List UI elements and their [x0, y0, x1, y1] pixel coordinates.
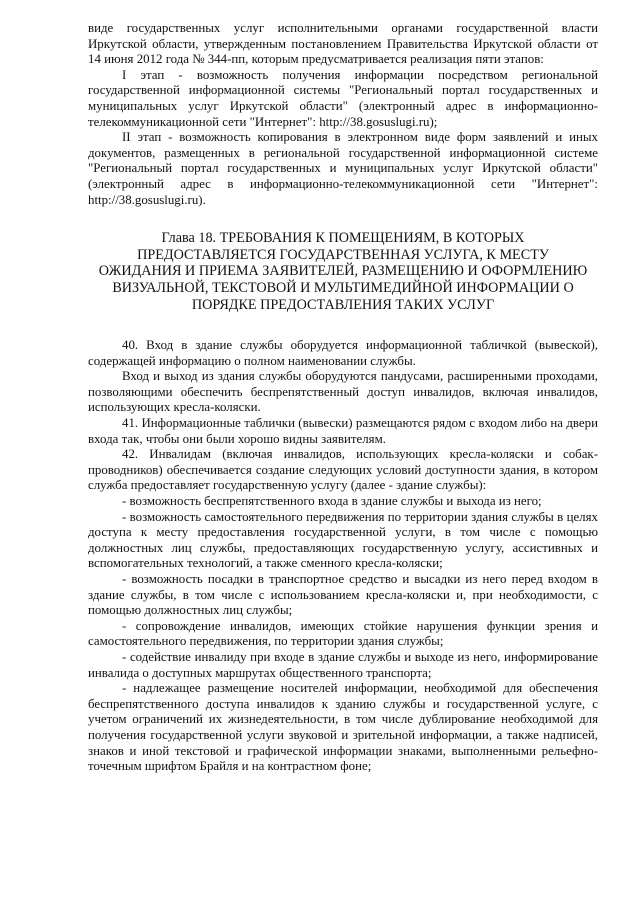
accessibility-list-item: - надлежащее размещение носителей информации, необходимой для обеспечения беспрепятственного доступа инвалидов к зданию службы и государственной услуге, с учетом ограничений их жизнедеятельности, в том числе дублирование необходимой для получения государственной услуги звуковой и зрительной информации, а также надписей, знаков и иной текстовой и графической информации знаками, выполненными рельефно-точечным шрифтом Брайля и на контрастном фоне; — [88, 681, 598, 774]
clause-41-paragraph: 41. Информационные таблички (вывески) размещаются рядом с входом либо на двери входа так, чтобы они были хорошо видны заявителям. — [88, 416, 598, 446]
chapter-heading-line: Глава 18. ТРЕБОВАНИЯ К ПОМЕЩЕНИЯМ, В КОТОРЫХ — [161, 230, 525, 247]
clause-40-paragraph: 40. Вход в здание службы оборудуется информационной табличкой (вывеской), содержащей информацию о полном наименовании службы. — [88, 338, 598, 368]
chapter-heading — [88, 230, 598, 313]
accessibility-list-item: - содействие инвалиду при входе в здание службы и выходе из него, информирование инвалида о доступных маршрутах общественного транспорта; — [88, 649, 598, 680]
accessibility-list-item: - возможность посадки в транспортное средство и высадки из него перед входом в здание службы, в том числе с использованием кресла-коляски и, при необходимости, с помощью должностных лиц службы; — [88, 572, 598, 618]
accessibility-list-item: - сопровождение инвалидов, имеющих стойкие нарушения функции зрения и самостоятельного передвижения, по территории здания службы; — [88, 618, 598, 649]
stage-1-paragraph: I этап - возможность получения информации посредством региональной государственной информационной системы "Региональный портал государственных и муниципальных услуг Иркутской области" (электронный адрес в информационно-телекоммуникационной сети "Интернет": http://38.gosuslugi.ru); — [88, 67, 598, 129]
document-page — [88, 0, 598, 775]
chapter-heading-line: ПРЕДОСТАВЛЯЕТСЯ ГОСУДАРСТВЕННАЯ УСЛУГА, К МЕСТУ — [137, 246, 549, 263]
stage-2-paragraph: II этап - возможность копирования в электронном виде форм заявлений и иных документов, размещенных в региональной государственной информационной системе "Региональный портал государственных и муниципальных услуг Иркутской области" (электронный адрес в информационно-телекоммуникационной сети "Интернет": http://38.gosuslugi.ru). — [88, 130, 598, 207]
chapter-heading-line: ВИЗУАЛЬНОЙ, ТЕКСТОВОЙ И МУЛЬТИМЕДИЙНОЙ ИНФОРМАЦИИ О — [112, 279, 574, 296]
chapter-heading-line: ОЖИДАНИЯ И ПРИЕМА ЗАЯВИТЕЛЕЙ, РАЗМЕЩЕНИЮ И ОФОРМЛЕНИЮ — [98, 263, 588, 280]
chapter-heading-line: ПОРЯДКЕ ПРЕДОСТАВЛЕНИЯ ТАКИХ УСЛУГ — [191, 296, 495, 313]
clause-42-paragraph: 42. Инвалидам (включая инвалидов, использующих кресла-коляски и собак-проводников) обеспечивается создание следующих условий доступности здания, в котором служба предоставляет государственную услугу (далее - здание службы): — [88, 447, 598, 493]
intro-section — [88, 0, 598, 208]
intro-continuation-paragraph: виде государственных услуг исполнительными органами государственной власти Иркутской области, утвержденным постановлением Правительства Иркутской области от 14 июня 2012 года № 344-пп, которым предусматривается реализация пяти этапов: — [88, 21, 598, 67]
accessibility-list-item: - возможность самостоятельного передвижения по территории здания службы в целях доступа к месту предоставления государственной услуги, в том числе с помощью должностных лиц службы, предоставляющих государственную услугу, ассистивных и вспомогательных технологий, а также сменного кресла-коляски; — [88, 509, 598, 571]
clause-40-entry-paragraph: Вход и выход из здания службы оборудуются пандусами, расширенными проходами, позволяющими обеспечить беспрепятственный доступ инвалидов, включая инвалидов, использующих кресла-коляски. — [88, 369, 598, 415]
chapter-body — [88, 338, 598, 775]
accessibility-list-item: - возможность беспрепятственного входа в здание службы и выхода из него; — [122, 494, 542, 509]
